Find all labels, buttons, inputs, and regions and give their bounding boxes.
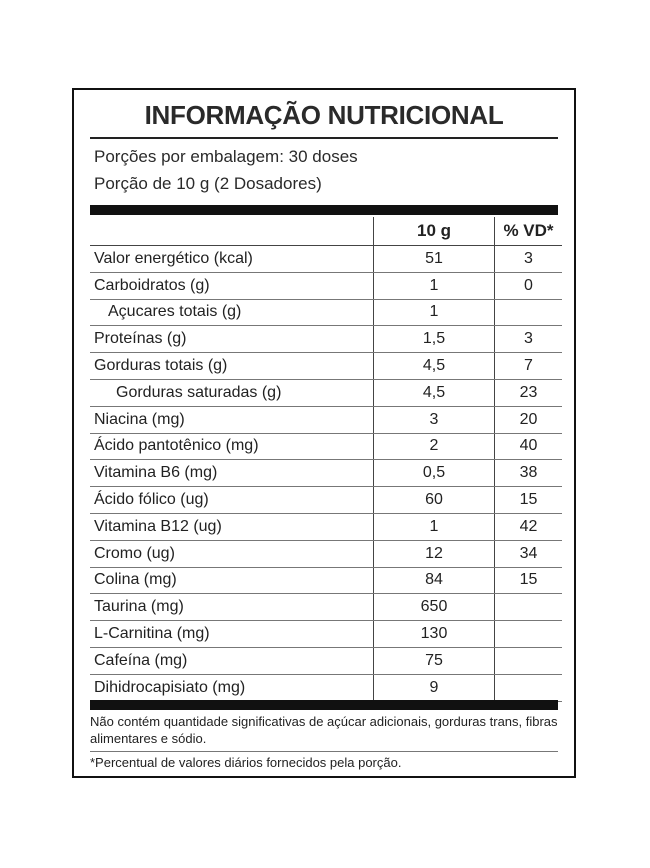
nutrient-name: Ácido fólico (ug) [90,487,374,514]
nutrient-name: Proteínas (g) [90,326,374,353]
header-thick-bar [90,205,558,215]
table-row [90,540,562,567]
nutrient-dv [495,674,563,701]
nutrition-facts-label [72,88,576,778]
table-header-row [90,217,562,246]
nutrient-name: Gorduras totais (g) [90,353,374,380]
table-row [90,433,562,460]
nutrient-name: Vitamina B12 (ug) [90,513,374,540]
amount-column-header: 10 g [374,217,495,246]
nutrient-amount: 9 [374,674,495,701]
nutrient-name: Cromo (ug) [90,540,374,567]
footer-thick-bar [90,700,558,710]
nutrient-dv: 38 [495,460,563,487]
nutrient-name: Valor energético (kcal) [90,246,374,273]
nutrient-dv [495,621,563,648]
table-row [90,487,562,514]
table-row [90,353,562,380]
nutrient-dv: 23 [495,379,563,406]
table-row [90,406,562,433]
table-row [90,299,562,326]
nutrient-name: L-Carnitina (mg) [90,621,374,648]
nutrition-table [90,217,562,702]
nutrient-dv: 34 [495,540,563,567]
nutrient-dv: 3 [495,246,563,273]
nutrient-amount: 84 [374,567,495,594]
footnote: *Percentual de valores diários fornecidos pela porção. [90,755,402,770]
nutrient-name: Gorduras saturadas (g) [90,379,374,406]
table-row [90,460,562,487]
table-row [90,594,562,621]
table-row [90,272,562,299]
nutrient-amount: 1 [374,299,495,326]
table-row [90,567,562,594]
nutrient-amount: 3 [374,406,495,433]
table-row [90,621,562,648]
nutrient-dv: 3 [495,326,563,353]
nutrient-dv: 42 [495,513,563,540]
nutrient-amount: 1,5 [374,326,495,353]
nutrient-dv: 20 [495,406,563,433]
nutrient-dv: 15 [495,567,563,594]
nutrient-name: Vitamina B6 (mg) [90,460,374,487]
nutrient-name: Colina (mg) [90,567,374,594]
nutrient-dv: 40 [495,433,563,460]
nutrient-amount: 12 [374,540,495,567]
dv-column-header: % VD* [495,217,563,246]
nutrient-dv: 7 [495,353,563,380]
nutrient-amount: 4,5 [374,379,495,406]
nutrient-name: Dihidrocapisiato (mg) [90,674,374,701]
nutrient-amount: 1 [374,513,495,540]
nutrient-amount: 2 [374,433,495,460]
nutrient-amount: 60 [374,487,495,514]
nutrient-name: Ácido pantotênico (mg) [90,433,374,460]
nutrient-amount: 75 [374,647,495,674]
nutrient-amount: 650 [374,594,495,621]
nutrient-amount: 130 [374,621,495,648]
label-title: INFORMAÇÃO NUTRICIONAL [144,100,504,130]
table-row [90,326,562,353]
nutrient-dv: 0 [495,272,563,299]
nutrient-amount: 0,5 [374,460,495,487]
nutrient-amount: 1 [374,272,495,299]
serving-size: Porção de 10 g (2 Dosadores) [94,174,322,193]
nutrient-name: Açucares totais (g) [90,299,374,326]
nutrient-name: Taurina (mg) [90,594,374,621]
table-row [90,513,562,540]
nutrient-dv: 15 [495,487,563,514]
nutrient-column-header [90,217,374,246]
title-divider [90,137,558,139]
nutrient-dv [495,299,563,326]
table-row [90,674,562,701]
footnote-divider [90,751,558,752]
nutrient-dv [495,647,563,674]
table-row [90,246,562,273]
table-row [90,647,562,674]
servings-per-package: Porções por embalagem: 30 doses [94,147,358,166]
nutrient-amount: 4,5 [374,353,495,380]
nutrient-amount: 51 [374,246,495,273]
nutrient-dv [495,594,563,621]
nutrient-name: Cafeína (mg) [90,647,374,674]
table-row [90,379,562,406]
footer-note: Não contém quantidade significativas de açúcar adicionais, gorduras trans, fibras alimentares e sódio. [90,714,558,746]
nutrient-name: Niacina (mg) [90,406,374,433]
nutrient-name: Carboidratos (g) [90,272,374,299]
